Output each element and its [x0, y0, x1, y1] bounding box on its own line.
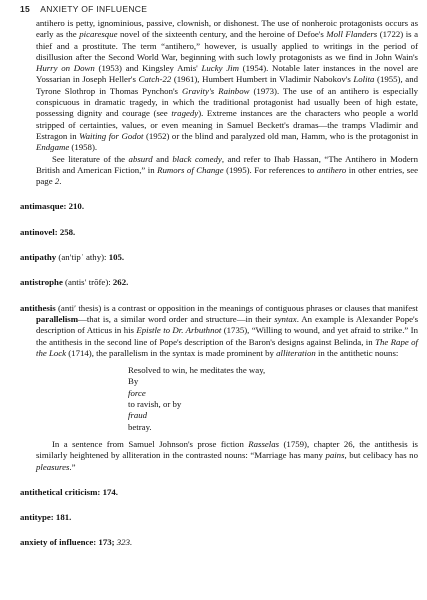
entry-heading: anxiety of influence: 173; [20, 537, 117, 548]
entry-antinovel [20, 227, 418, 238]
work-title: Hurry on Down [36, 63, 95, 74]
text-run: (1973). The use of an antihero is especially conspicuous in dramatic tragedy, in which the traditional protagonist had usually been of high estate, possessing dignity and courage (see [36, 85, 418, 119]
text-run: , and refer to Ihab Hassan, “The Antihero in Modern British and American Fiction,” in [36, 153, 418, 175]
work-title: Lucky Jim [201, 63, 239, 74]
text-run: and [152, 153, 173, 164]
text-run: . [59, 176, 62, 187]
work-title: Moll Flanders [326, 29, 378, 40]
text-run: (1955), and Tyrone Slothrop in Thomas Pynchon's [36, 74, 418, 96]
text-run: (1995). For references to [223, 164, 317, 175]
text-run: See literature of the [52, 153, 129, 164]
text-run: , but celibacy has no [344, 450, 418, 461]
antithesis-paragraph-2 [20, 439, 418, 473]
page-reference: 323. [116, 537, 133, 548]
work-title: The Rape of the Lock [36, 336, 418, 358]
entry-heading: antimasque: 210. [20, 201, 85, 212]
entry-antistrophe [20, 277, 418, 288]
text-run: (anti′ thesis) is a contrast or opposition in the meanings of contiguous phrases or clauses that manifest [55, 302, 418, 313]
page-number: 15 [20, 4, 31, 14]
emphasis: fraud [128, 410, 148, 421]
verse-quotation [20, 365, 418, 433]
page-reference: 262. [112, 277, 129, 288]
work-title: Gravity's Rainbow [182, 85, 250, 96]
cross-reference: picaresque [79, 29, 118, 40]
emphasis: force [128, 387, 146, 398]
pronunciation: (antis′ trōfe): [62, 277, 113, 288]
text-run: (1958). [69, 142, 98, 153]
verse-line: Resolved to win, he meditates the way, [128, 365, 266, 376]
text-run: in the antithetic nouns: [315, 347, 399, 358]
work-title: Waiting for Godot [79, 130, 144, 141]
text-run: In a sentence from Samuel Johnson's prose fiction [52, 438, 249, 449]
work-title: Rasselas [248, 438, 280, 449]
pronunciation: (an′tipˈ athy): [56, 252, 109, 263]
entry-antithetical-criticism [20, 487, 418, 498]
entry-antitype [20, 512, 418, 523]
text-run: (1735), “Willing to wound, and yet afraid to strike.” In the antithesis in the second line of Pope's description of the Baron's designs against Belinda, in [36, 325, 419, 347]
text-run: (1714), the parallelism in the syntax is made prominent by [66, 347, 277, 358]
text-run: —that is, a similar word order and structure—in their [78, 313, 275, 324]
cross-reference: antihero [316, 164, 347, 175]
text-run: in other entries, see page [36, 164, 418, 187]
text-run: (1954). Notable later instances in the novel are Yossarian in Joseph Heller's [36, 63, 418, 85]
antihero-entry-continuation [20, 18, 418, 154]
entry-heading: antithetical criticism: 174. [20, 486, 118, 497]
text-run: By [128, 376, 139, 387]
work-title: Rumors of Change [157, 164, 224, 175]
emphasis: pleasures [36, 461, 70, 472]
cross-reference: parallelism [36, 313, 79, 324]
text-run: (1759), chapter 26, the antithesis is similarly heightened by alliteration in the contrasted nouns: “Marriage has many [36, 438, 418, 461]
text-run: . An example is Alexander Pope's description of Atticus in his [36, 313, 418, 336]
entry-anxiety-of-influence [20, 537, 418, 548]
text-run: (1952) or the blind and paralyzed old man, Hamm, who is the protagonist in [143, 130, 418, 141]
glossary-body [20, 18, 418, 549]
work-title: Epistle to Dr. Arbuthnot [136, 325, 222, 336]
text-run: to ravish, or by [128, 399, 182, 410]
entry-antithesis [20, 303, 418, 359]
cross-reference: syntax [274, 313, 297, 324]
entry-antimasque [20, 201, 418, 212]
text-run: betray. [128, 421, 152, 432]
text-run: novel of the sixteenth century, and the heroine of Defoe's [117, 29, 327, 40]
page-reference: 105. [108, 252, 125, 263]
entry-heading: antithesis [20, 302, 56, 313]
work-title: Catch-22 [138, 74, 172, 85]
work-title: Endgame [36, 142, 70, 153]
entry-heading: antistrophe [20, 277, 63, 288]
cross-reference: alliteration [276, 347, 316, 358]
cross-reference: black comedy [172, 153, 222, 164]
text-run: (1961), Humbert Humbert in Vladimir Nabokov's [171, 74, 354, 85]
entry-antipathy [20, 252, 418, 263]
entry-heading: antitype: 181. [20, 512, 72, 523]
text-run: (1953) and Kingsley Amis' [94, 63, 202, 74]
text-run: ). Extreme instances are the characters who people a world stripped of certainties, values, or even meaning in Samuel Beckett's dramas—the tramps Vladimir and Estragon in [36, 108, 418, 141]
running-title: ANXIETY OF INFLUENCE [40, 4, 148, 14]
cross-reference: absurd [128, 153, 153, 164]
entry-heading: antipathy [20, 252, 57, 263]
work-title: Lolita [353, 74, 375, 85]
text-run: .” [69, 461, 76, 472]
antihero-see-also [20, 154, 418, 188]
entry-heading: antinovel: 258. [20, 226, 76, 237]
text-run: antihero is petty, ignominious, passive, clownish, or dishonest. The use of nonheroic protagonists occurs as early as the [36, 18, 418, 40]
text-run: (1722) is a thief and a prostitute. The term “antihero,” however, is usually applied to writings in the period of disillusion after the Second World War, beginning with such lowly protagonists as we find in John Wain's [36, 29, 418, 62]
page-reference: 2 [54, 176, 60, 187]
running-header [20, 4, 147, 14]
emphasis: pains [325, 450, 345, 461]
cross-reference: tragedy [171, 108, 199, 119]
verse-line [128, 376, 418, 432]
